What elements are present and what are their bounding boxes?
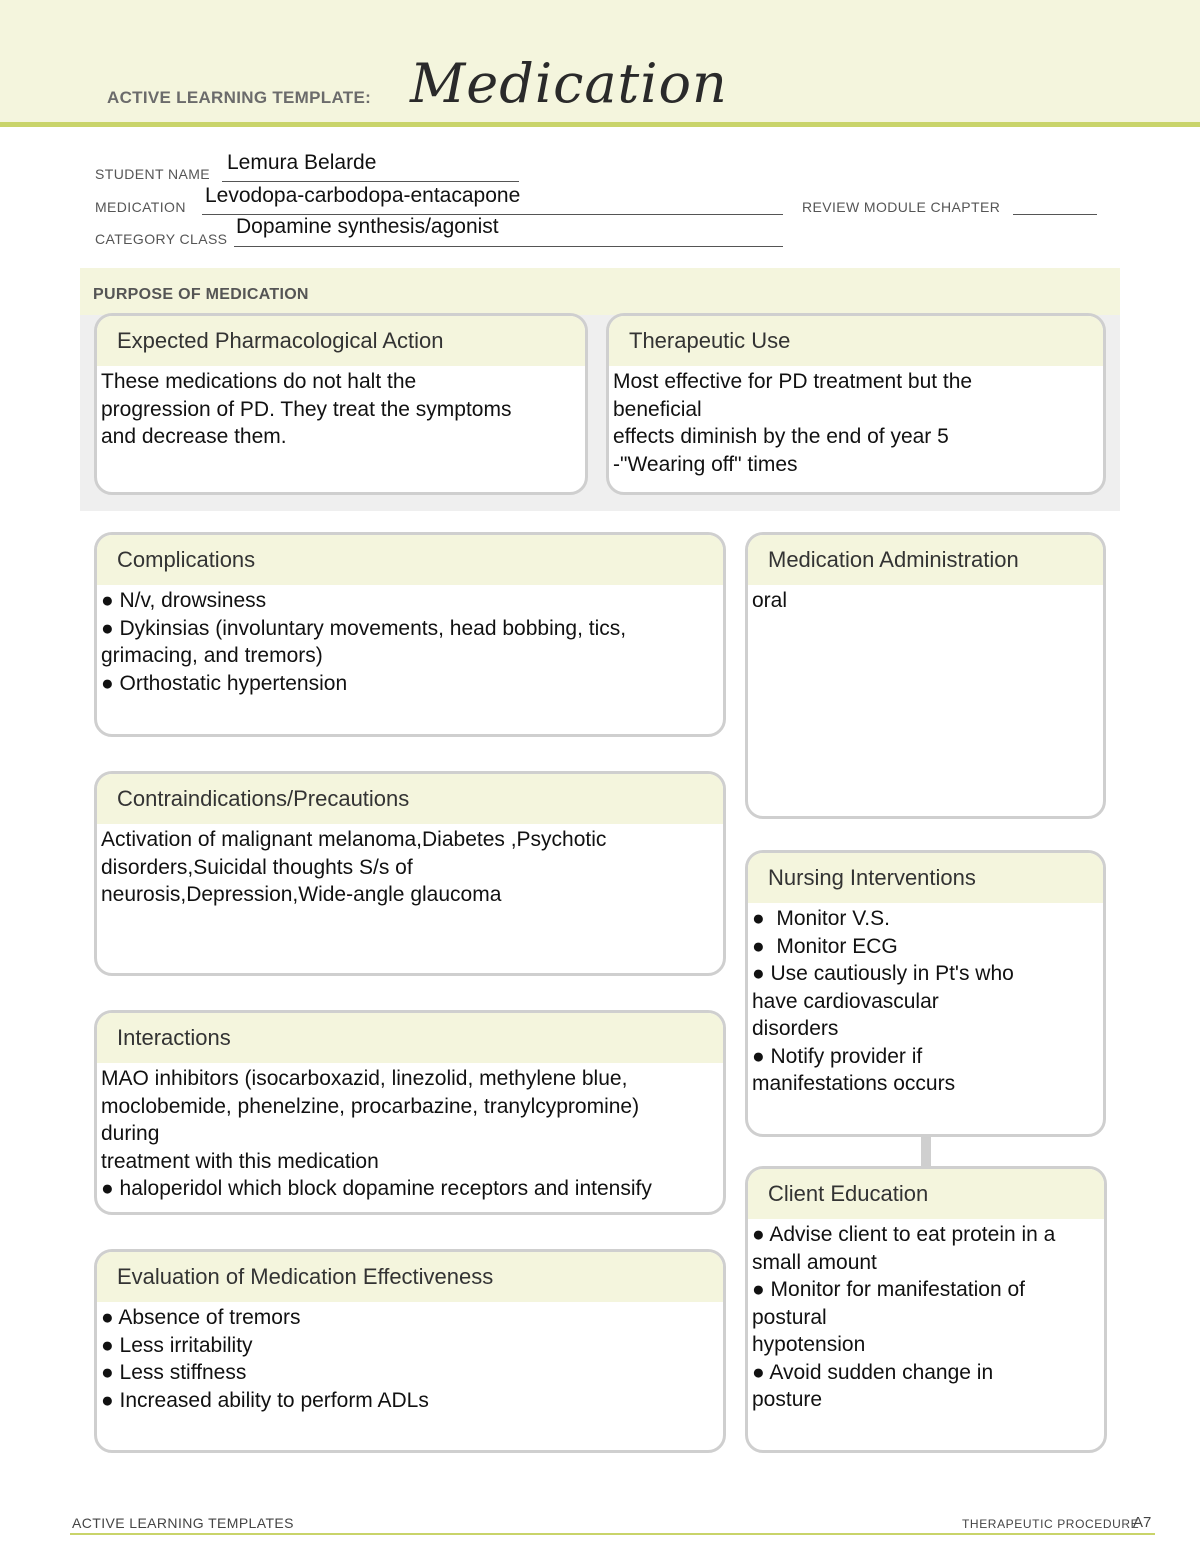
text-line: These medications do not halt the — [101, 370, 417, 393]
therapeutic-use-content[interactable] — [609, 366, 1103, 482]
client-education-content[interactable] — [748, 1219, 1104, 1418]
complications-box — [94, 532, 726, 737]
text-line: ● Avoid sudden change in — [752, 1360, 994, 1384]
client-education-box — [745, 1166, 1107, 1453]
text-line: Most effective for PD treatment but the — [613, 370, 973, 393]
text-line: moclobemide, phenelzine, procarbazine, tranylcypromine) — [101, 1094, 640, 1118]
text-line: progression of PD. They treat the symptoms — [101, 397, 512, 421]
evaluation-box — [94, 1249, 726, 1453]
medication-administration-title: Medication Administration — [748, 535, 1103, 585]
client-education-title: Client Education — [748, 1169, 1104, 1219]
text-line: postural — [752, 1305, 827, 1329]
text-line: disorders,Suicidal thoughts S/s of — [101, 855, 413, 879]
nursing-interventions-box — [745, 850, 1106, 1137]
text-line: ● Less irritability — [101, 1333, 253, 1357]
expected-action-content[interactable] — [97, 366, 585, 455]
review-module-line — [1013, 214, 1097, 215]
text-line: manifestations occurs — [752, 1072, 956, 1095]
text-line: disorders — [752, 1017, 839, 1040]
text-line: ● Use cautiously in Pt's who — [752, 962, 1014, 985]
footer-rule — [70, 1533, 1155, 1535]
category-class-label: CATEGORY CLASS — [95, 231, 228, 247]
text-line: ● Advise client to eat protein in a — [752, 1223, 1056, 1246]
text-line: ● Monitor ECG — [752, 934, 898, 958]
evaluation-content[interactable] — [97, 1302, 723, 1418]
category-class-field[interactable]: Dopamine synthesis/agonist — [236, 215, 499, 238]
purpose-label: PURPOSE OF MEDICATION — [93, 286, 309, 303]
text-line: ● Dykinsias (involuntary movements, head bobbing, tics, — [101, 616, 627, 640]
evaluation-title: Evaluation of Medication Effectiveness — [97, 1252, 723, 1302]
medication-administration-content[interactable] — [748, 585, 1103, 619]
expected-action-title: Expected Pharmacological Action — [97, 316, 585, 366]
text-line: -"Wearing off" times — [613, 452, 798, 476]
text-line: ● N/v, drowsiness — [101, 589, 267, 612]
footer-left-label: ACTIVE LEARNING TEMPLATES — [72, 1515, 294, 1531]
text-line: ● Notify provider if — [752, 1044, 923, 1068]
text-line: ● Increased ability to perform ADLs — [101, 1388, 429, 1412]
category-class-line — [234, 246, 783, 247]
nursing-interventions-title: Nursing Interventions — [748, 853, 1103, 903]
contraindications-content[interactable] — [97, 824, 723, 913]
student-name-line — [222, 181, 519, 182]
contraindications-box — [94, 771, 726, 976]
page-title: Medication — [410, 52, 728, 115]
page-number: A7 — [1133, 1514, 1152, 1531]
medication-field[interactable]: Levodopa-carbodopa-entacapone — [205, 184, 521, 207]
text-line: ● Less stiffness — [101, 1361, 247, 1384]
nursing-interventions-content[interactable] — [748, 903, 1103, 1102]
text-line: ● haloperidol which block dopamine receptors and intensify — [101, 1177, 652, 1200]
student-name-field[interactable]: Lemura Belarde — [227, 151, 377, 174]
student-name-label: STUDENT NAME — [95, 166, 210, 182]
text-line: ● Monitor for manifestation of — [752, 1278, 1025, 1301]
complications-title: Complications — [97, 535, 723, 585]
text-line: beneficial — [613, 397, 702, 421]
text-line: Activation of malignant melanoma,Diabetes ,Psychotic — [101, 828, 607, 851]
therapeutic-use-box — [606, 313, 1106, 495]
text-line: neurosis,Depression,Wide-angle glaucoma — [101, 883, 502, 906]
interactions-title: Interactions — [97, 1013, 723, 1063]
footer-right-label: THERAPEUTIC PROCEDURE — [962, 1517, 1140, 1531]
medication-label: MEDICATION — [95, 199, 186, 215]
review-module-label: REVIEW MODULE CHAPTER — [802, 199, 1001, 215]
interactions-box — [94, 1010, 726, 1215]
complications-content[interactable] — [97, 585, 723, 701]
text-line: effects diminish by the end of year 5 — [613, 425, 949, 448]
text-line: oral — [752, 589, 788, 612]
text-line: posture — [752, 1388, 823, 1411]
text-line: small amount — [752, 1250, 877, 1274]
expected-action-box — [94, 313, 588, 495]
text-line: grimacing, and tremors) — [101, 644, 323, 667]
text-line: MAO inhibitors (isocarboxazid, linezolid, methylene blue, — [101, 1067, 628, 1090]
text-line: ● Absence of tremors — [101, 1306, 301, 1329]
medication-administration-box — [745, 532, 1106, 819]
template-label: ACTIVE LEARNING TEMPLATE: — [107, 88, 372, 107]
text-line: during — [101, 1122, 160, 1145]
header-rule — [0, 122, 1200, 127]
text-line: ● Orthostatic hypertension — [101, 671, 348, 695]
text-line: ● Monitor V.S. — [752, 907, 890, 930]
text-line: have cardiovascular — [752, 989, 939, 1013]
therapeutic-use-title: Therapeutic Use — [609, 316, 1103, 366]
text-line: treatment with this medication — [101, 1149, 379, 1173]
interactions-content[interactable] — [97, 1063, 723, 1207]
contraindications-title: Contraindications/Precautions — [97, 774, 723, 824]
text-line: hypotension — [752, 1333, 866, 1356]
box-connector — [921, 1136, 931, 1166]
text-line: and decrease them. — [101, 425, 287, 448]
